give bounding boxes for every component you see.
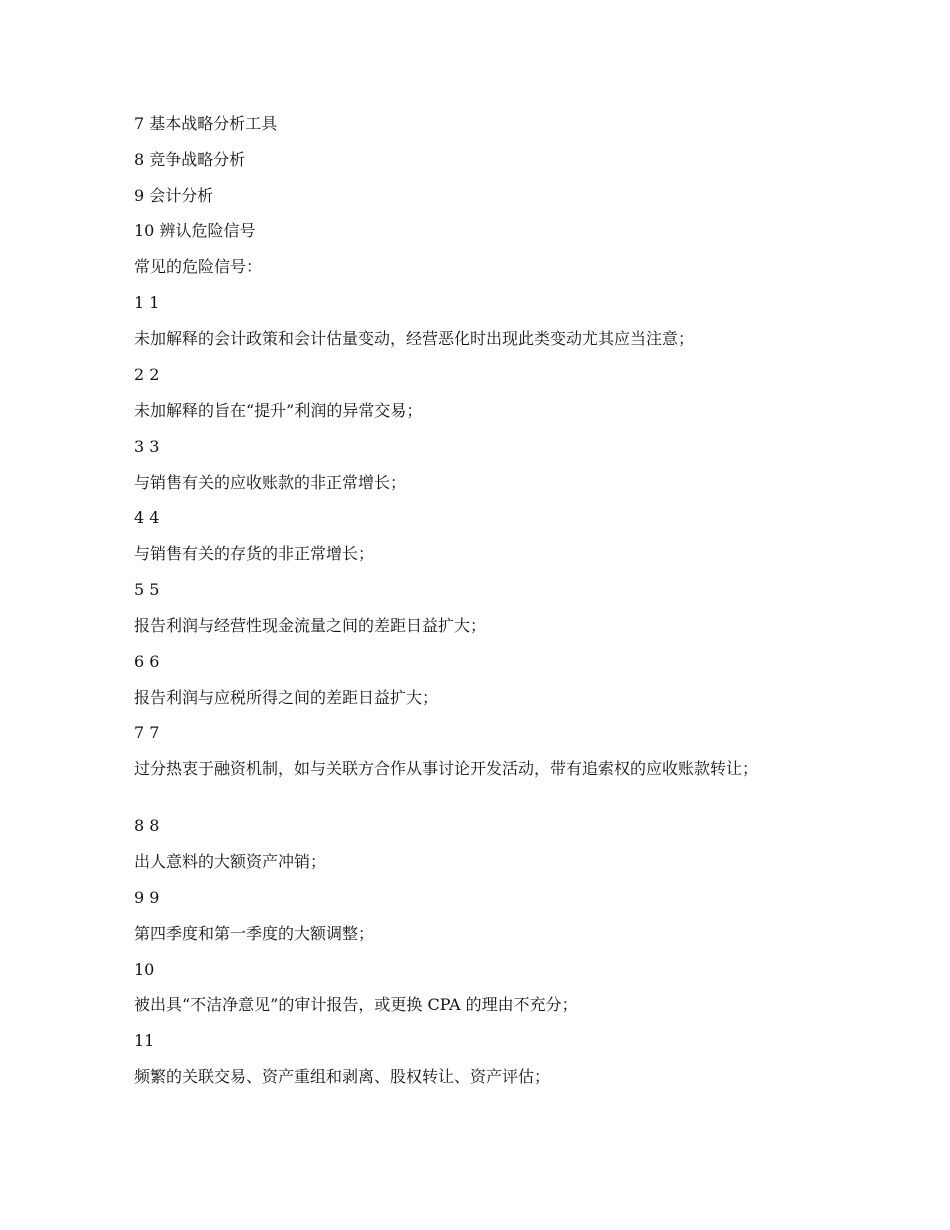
list-item-text: 与销售有关的存货的非正常增长； [134,544,375,563]
list-item-text: 报告利润与应税所得之间的差距日益扩大； [134,688,439,707]
outline-item: 7 基本战略分析工具 [134,114,278,133]
list-item-text: 被出具“不洁净意见”的审计报告，或更换 CPA 的理由不充分； [134,995,578,1014]
list-item-text: 第四季度和第一季度的大额调整； [134,924,375,943]
list-number: 9 9 [134,888,160,907]
list-item-text: 报告利润与经营性现金流量之间的差距日益扩大； [134,616,487,635]
list-number: 8 8 [134,816,160,835]
list-number: 2 2 [134,365,160,384]
list-item-text: 未加解释的会计政策和会计估量变动，经营恶化时出现此类变动尤其应当注意； [134,329,695,348]
list-item-text: 出人意料的大额资产冲销； [134,852,327,871]
list-number: 1 1 [134,293,160,312]
list-number: 11 [134,1031,155,1050]
list-number: 7 7 [134,723,160,742]
list-item-text: 未加解释的旨在“提升”利润的异常交易； [134,401,423,420]
section-heading: 常见的危险信号： [134,257,263,276]
outline-item: 10 辨认危险信号 [134,221,256,240]
list-number: 4 4 [134,508,160,527]
list-number: 3 3 [134,437,160,456]
list-number: 6 6 [134,652,160,671]
list-item-text: 过分热衷于融资机制，如与关联方合作从事讨论开发活动，带有追索权的应收账款转让； [134,759,759,778]
list-number: 10 [134,960,155,979]
list-item-text: 频繁的关联交易、资产重组和剥离、股权转让、资产评估； [134,1067,551,1086]
outline-item: 9 会计分析 [134,186,214,205]
list-number: 5 5 [134,580,160,599]
outline-item: 8 竞争战略分析 [134,150,246,169]
list-item-text: 与销售有关的应收账款的非正常增长； [134,473,407,492]
